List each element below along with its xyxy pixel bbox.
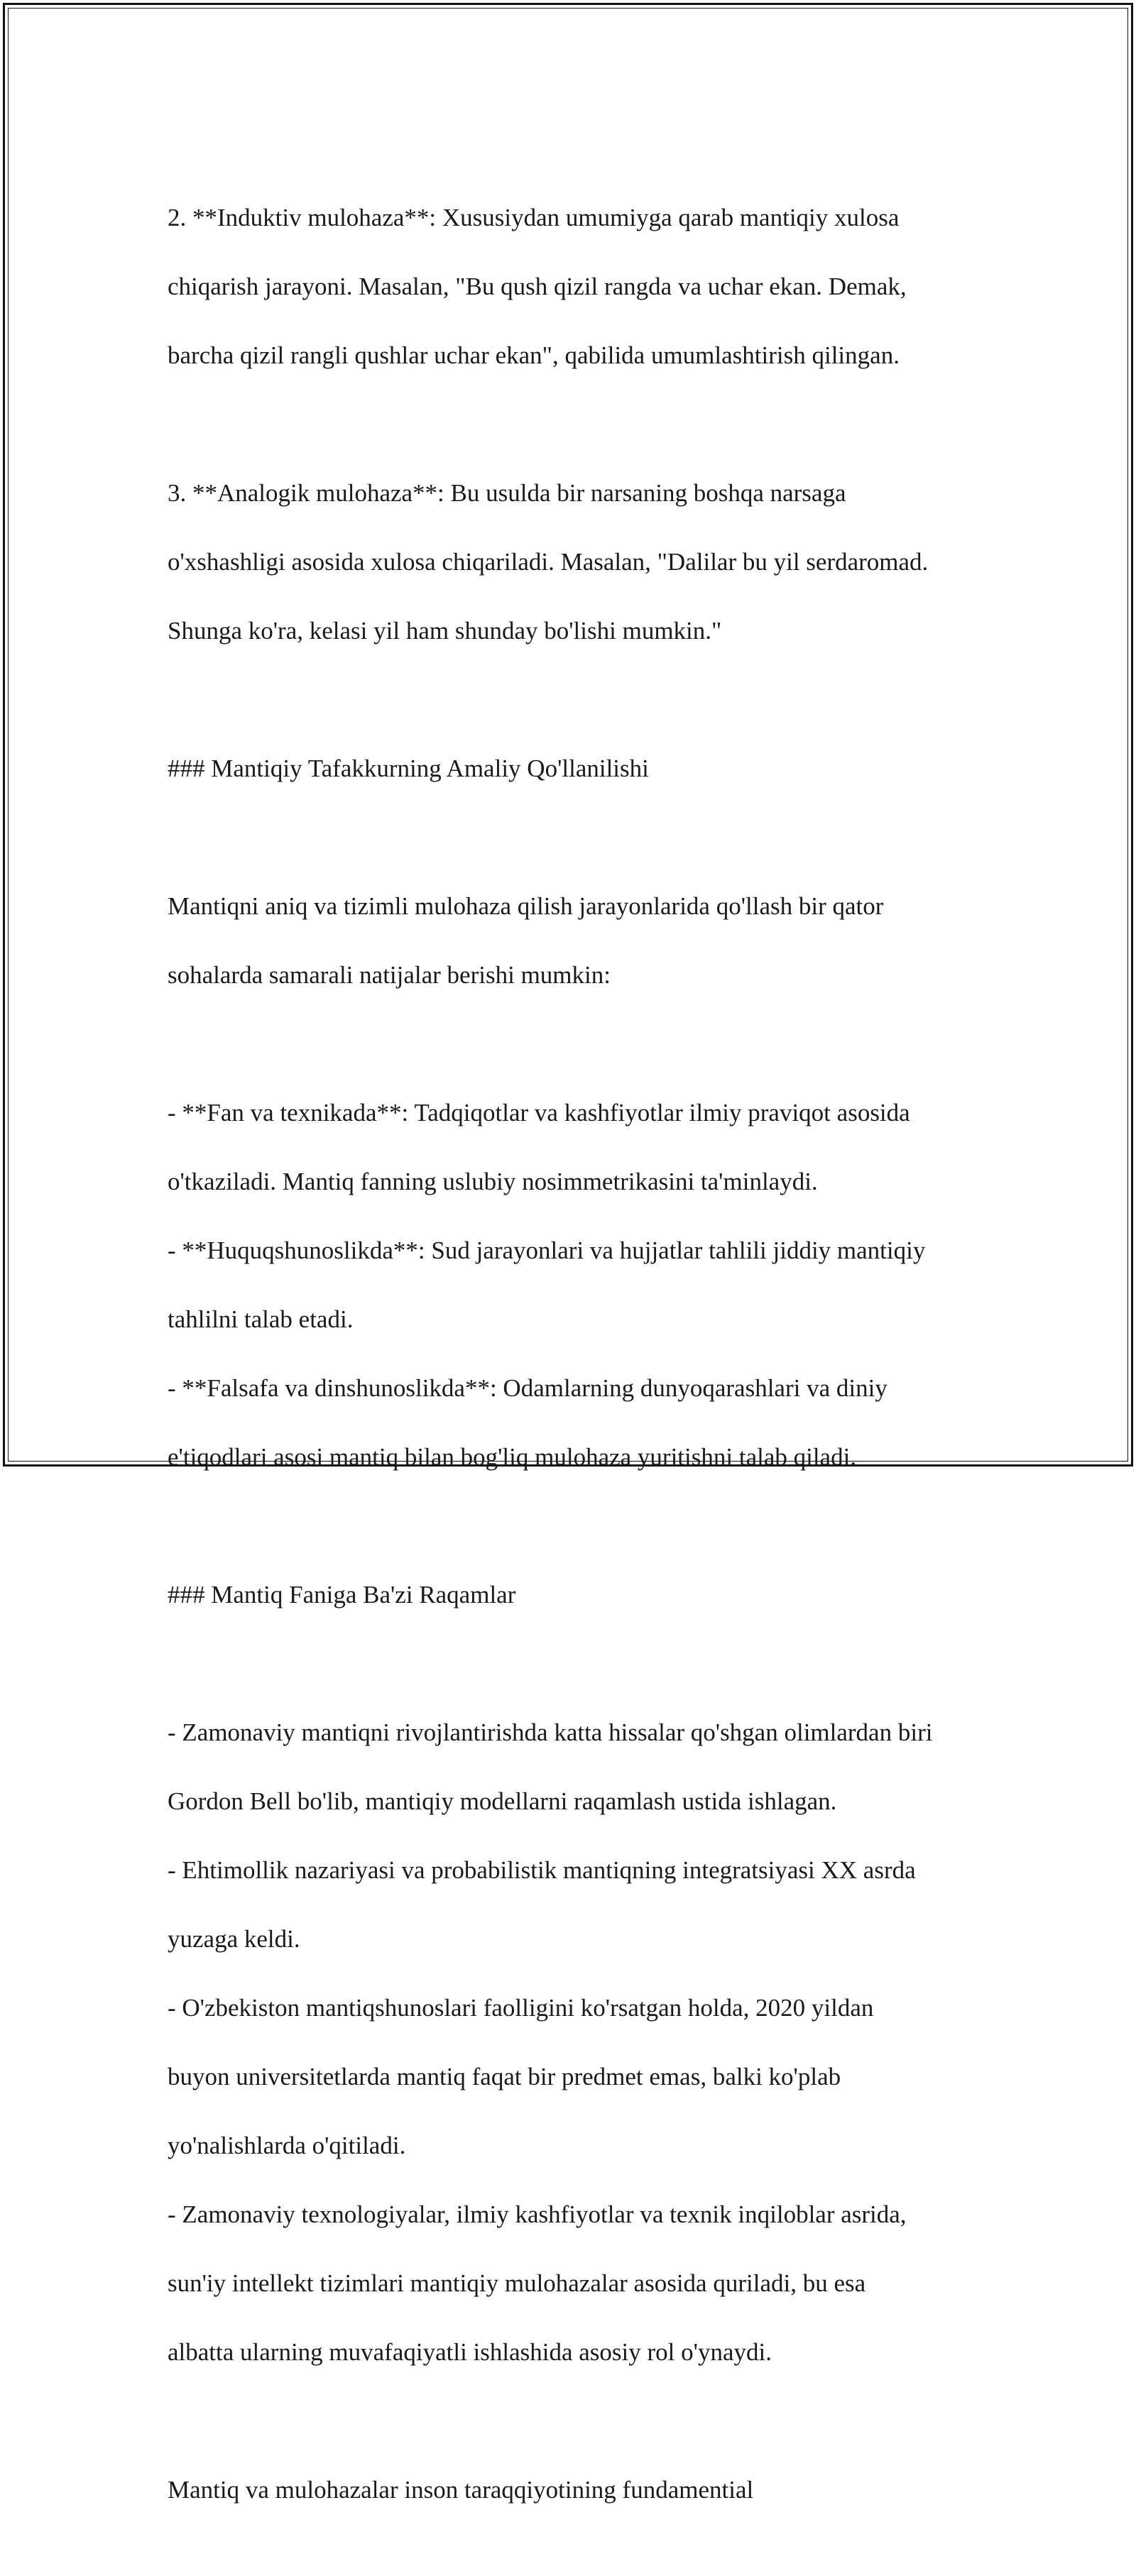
- text-line: 3. **Analogik mulohaza**: Bu usulda bir narsaning boshqa narsaga: [168, 478, 846, 507]
- document-body: [168, 166, 991, 2576]
- list-item-line: yuzaga keldi.: [168, 1924, 300, 1953]
- text-line: chiqarish jarayoni. Masalan, "Bu qush qizil rangda va uchar ekan. Demak,: [168, 272, 907, 300]
- list-item-line: albatta ularning muvafaqiyatli ishlashida asosiy rol o'ynaydi.: [168, 2337, 772, 2366]
- text-line: barcha qizil rangli qushlar uchar ekan", qabilida umumlashtirish qilingan.: [168, 341, 900, 369]
- list-item-line: e'tiqodlari asosi mantiq bilan bog'liq mulohaza yuritishni talab qiladi.: [168, 1442, 857, 1471]
- list-item-line: - **Huquqshunoslikda**: Sud jarayonlari va hujjatlar tahlili jiddiy mantiqiy: [168, 1236, 926, 1264]
- paragraph-closing: [168, 2438, 991, 2542]
- list-item-line: - Zamonaviy mantiqni rivojlantirishda katta hissalar qo'shgan olimlardan biri: [168, 1718, 933, 1746]
- text-line: Mantiqni aniq va tizimli mulohaza qilish jarayonlarida qo'llash bir qator: [168, 892, 884, 920]
- text-line: sohalarda samarali natijalar berishi mumkin:: [168, 960, 611, 989]
- list-item-line: - Zamonaviy texnologiyalar, ilmiy kashfiyotlar va texnik inqiloblar asrida,: [168, 2200, 907, 2228]
- list-application-fields: [168, 1061, 991, 1509]
- text-line: 2. **Induktiv mulohaza**: Xususiydan umumiyga qarab mantiqiy xulosa: [168, 203, 900, 231]
- text-line: o'xshashligi asosida xulosa chiqariladi. Masalan, "Dalilar bu yil serdaromad.: [168, 547, 929, 576]
- list-logic-facts: [168, 1681, 991, 2404]
- paragraph-intro-applications: [168, 855, 991, 1027]
- list-item-line: tahlilni talab etadi.: [168, 1305, 354, 1333]
- text-line: Mantiq va mulohazalar inson taraqqiyotining fundamential: [168, 2475, 754, 2504]
- paragraph-inductive-reasoning: [168, 166, 991, 407]
- section-heading-numbers: [168, 1543, 991, 1647]
- list-item-line: sun'iy intellekt tizimlari mantiqiy mulohazalar asosida quriladi, bu esa: [168, 2269, 866, 2297]
- list-item-line: yo'nalishlarda o'qitiladi.: [168, 2131, 406, 2159]
- text-line: Shunga ko'ra, kelasi yil ham shunday bo'lishi mumkin.": [168, 616, 722, 645]
- list-item-line: - Ehtimollik nazariyasi va probabilistik mantiqning integratsiyasi XX asrda: [168, 1856, 916, 1884]
- paragraph-analogical-reasoning: [168, 442, 991, 683]
- list-item-line: - **Fan va texnikada**: Tadqiqotlar va kashfiyotlar ilmiy praviqot asosida: [168, 1098, 910, 1127]
- list-item-line: buyon universitetlarda mantiq faqat bir predmet emas, balki ko'plab: [168, 2062, 841, 2090]
- list-item-line: Gordon Bell bo'lib, mantiqiy modellarni raqamlash ustida ishlagan.: [168, 1787, 837, 1815]
- list-item-line: - **Falsafa va dinshunoslikda**: Odamlarning dunyoqarashlari va diniy: [168, 1374, 888, 1402]
- section-heading-practical-application: [168, 717, 991, 821]
- list-item-line: - O'zbekiston mantiqshunoslari faolligini ko'rsatgan holda, 2020 yildan: [168, 1993, 874, 2022]
- heading-text: ### Mantiq Faniga Ba'zi Raqamlar: [168, 1580, 516, 1608]
- heading-text: ### Mantiqiy Tafakkurning Amaliy Qo'llanilishi: [168, 754, 649, 782]
- list-item-line: o'tkaziladi. Mantiq fanning uslubiy nosimmetrikasini ta'minlaydi.: [168, 1167, 818, 1195]
